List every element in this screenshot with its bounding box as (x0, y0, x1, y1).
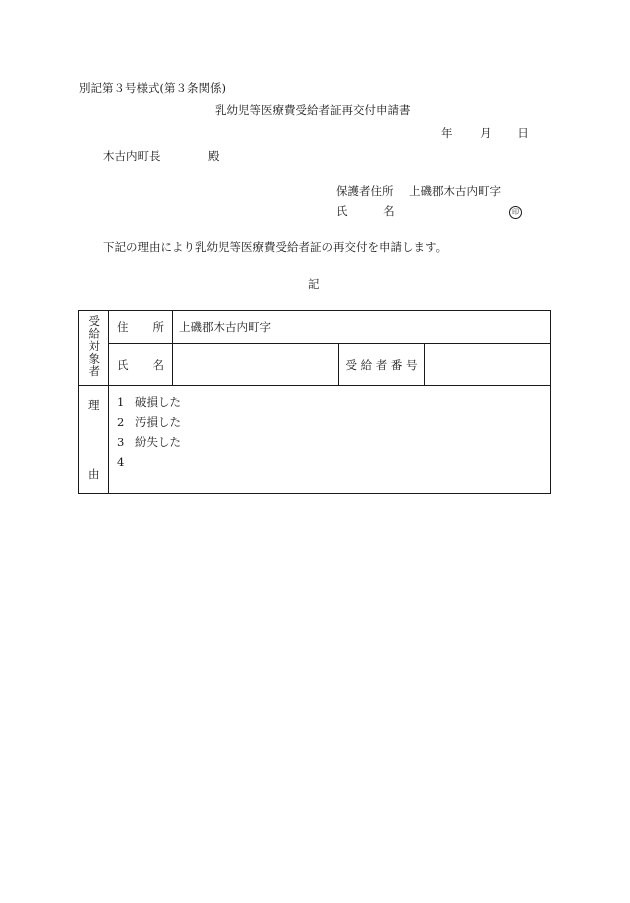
date-year: 年 (441, 126, 453, 140)
reason-list (109, 386, 550, 472)
reason-label-2: 由 (88, 467, 100, 481)
address-label-1: 住 (117, 320, 129, 334)
reason-number: 4 (117, 455, 125, 469)
reason-label-1: 理 (88, 398, 100, 412)
applicant-address-label: 保護者住所 (336, 184, 394, 198)
address-value-cell[interactable] (173, 311, 551, 344)
reason-row (79, 386, 551, 494)
recipient-number-label: 受 給 者 番 号 (345, 357, 418, 372)
address-value: 上磯郡木古内町字 (179, 320, 271, 334)
reason-number: 3 (117, 435, 125, 449)
honorific: 殿 (208, 149, 220, 163)
applicant-name-label (336, 206, 395, 218)
applicant-address-value: 上磯郡木古内町字 (409, 184, 501, 198)
reason-label-cell (79, 386, 109, 494)
addressee: 木古内町長 (103, 149, 161, 163)
ki-note-heading: 記 (308, 277, 320, 291)
recipient-label-cell (339, 344, 425, 386)
address-label-cell (109, 311, 173, 344)
seal-mark (509, 205, 522, 219)
subject-label: 受給対象者 (87, 315, 102, 378)
date-month: 月 (480, 126, 492, 140)
reason-options-cell (109, 386, 551, 494)
name-label-2: 名 (152, 357, 164, 372)
name-label-1: 氏 (117, 357, 129, 372)
reason-text: 破損した (135, 395, 181, 409)
date-day: 日 (517, 126, 529, 140)
reason-item[interactable] (117, 412, 550, 432)
name-label-cell (109, 344, 173, 386)
reason-text: 汚損した (135, 415, 181, 429)
name-row (79, 344, 551, 386)
seal-icon: 印 (509, 206, 522, 219)
subject-label-cell (79, 311, 109, 386)
date-line (441, 128, 529, 140)
reason-text: 紛失した (135, 435, 181, 449)
applicant-name-label-2: 名 (383, 204, 395, 218)
form-title: 乳幼児等医療費受給者証再交付申請書 (215, 103, 411, 117)
applicant-name-label-1: 氏 (336, 204, 348, 218)
application-table (78, 310, 551, 494)
reason-item[interactable] (117, 432, 550, 452)
reason-item[interactable] (117, 452, 550, 472)
address-label-2: 所 (152, 320, 164, 334)
reason-number: 2 (117, 415, 125, 429)
form-number: 別記第３号様式(第３条関係) (79, 81, 226, 95)
address-row (79, 311, 551, 344)
request-statement: 下記の理由により乳幼児等医療費受給者証の再交付を申請します。 (103, 240, 448, 254)
name-value-cell[interactable] (173, 344, 339, 386)
recipient-number-cell[interactable] (425, 344, 551, 386)
reason-number: 1 (117, 395, 125, 409)
reason-item[interactable] (117, 392, 550, 412)
